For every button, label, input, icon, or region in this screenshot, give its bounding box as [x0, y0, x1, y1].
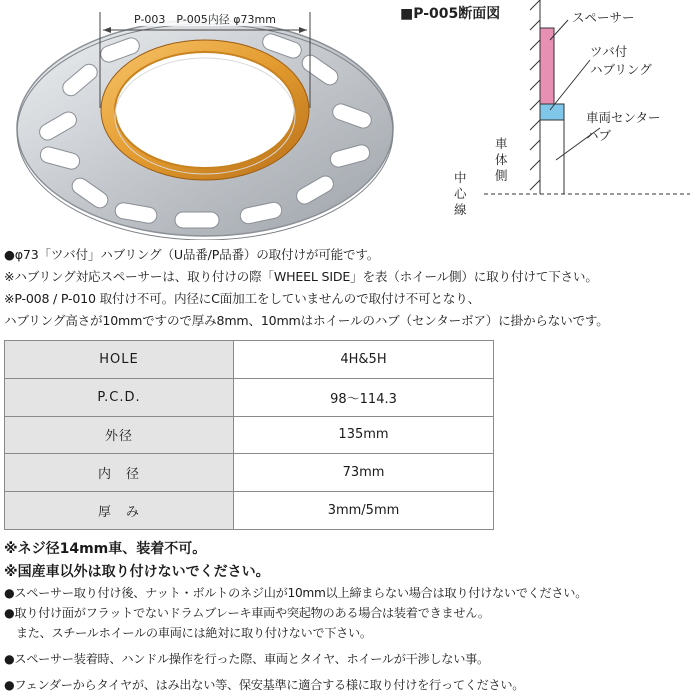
table-row — [5, 341, 494, 379]
warning-domestic-only: ※国産車以外は取り付けないでください。 — [4, 564, 270, 580]
spec-value: 4H&5H — [234, 341, 494, 379]
spec-value: 3mm/5mm — [234, 492, 494, 530]
warning-thread-size: ※ネジ径14mm車、装着不可。 — [4, 541, 207, 557]
hub-label-2: ハブ — [586, 128, 612, 143]
note-hubring: ●φ73「ツバ付」ハブリング（U品番/P品番）の取付けが可能です。 — [4, 247, 380, 262]
note-height: ハブリング高さが10mmですので厚み8mm、10mmはホイールのハブ（センターボア）に掛からないです。 — [4, 313, 609, 328]
spec-label: 外径 — [5, 416, 234, 454]
caution-interference: ●スペーサー装着時、ハンドル操作を行った際、車両とタイヤ、ホイールが干渉しない事。 — [4, 652, 489, 666]
spacer-section — [540, 28, 554, 104]
spacer-product-image — [0, 0, 410, 240]
spec-label: 厚 み — [5, 492, 234, 530]
table-row — [5, 416, 494, 454]
note-incompatible: ※P-008 / P-010 取付け不可。内径にC面加工をしていませんので取付け不可となり、 — [4, 291, 481, 306]
caution-safety-standard: ●フェンダーからタイヤが、はみ出ない等、保安基準に適合する様に取り付けを行ってください。 — [4, 678, 525, 692]
inner-diameter-label: P-003 P-005内径 φ73mm — [134, 13, 276, 26]
table-row — [5, 492, 494, 530]
table-row — [5, 378, 494, 416]
caution-flat-surface: ●取り付け面がフラットでないドラムブレーキ車両や突起物のある場合は装着できません。 — [4, 606, 490, 620]
hubring-label-2: ハブリング — [590, 62, 652, 77]
table-row — [5, 454, 494, 492]
section-title: ■P-005断面図 — [400, 6, 501, 22]
spec-label: HOLE — [5, 341, 234, 379]
hubring-section — [540, 104, 564, 120]
spec-value: 98〜114.3 — [234, 378, 494, 416]
vehicle-side-3: 側 — [495, 168, 508, 183]
vehicle-side-2: 体 — [495, 152, 508, 167]
center-line-1: 中 — [454, 170, 467, 185]
note-wheel-side: ※ハブリング対応スペーサーは、取り付けの際「WHEEL SIDE」を表（ホイール側）に取り付けて下さい。 — [4, 269, 598, 284]
vehicle-side-1: 車 — [495, 136, 508, 151]
center-line-2: 心 — [454, 186, 467, 201]
spec-table — [4, 340, 494, 530]
cross-section-diagram — [400, 0, 700, 240]
spec-value: 135mm — [234, 416, 494, 454]
caution-thread-engagement: ●スペーサー取り付け後、ナット・ボルトのネジ山が10mm以上締まらない場合は取り付けないでください。 — [4, 586, 588, 600]
spec-value: 73mm — [234, 454, 494, 492]
spacer-label: スペーサー — [572, 10, 635, 25]
center-line-3: 線 — [454, 202, 467, 217]
hubring-label-1: ツバ付 — [590, 44, 628, 59]
spec-label: P.C.D. — [5, 378, 234, 416]
hub-label-1: 車両センター — [586, 110, 661, 125]
caution-steel-wheel: また、スチールホイールの車両には絶対に取り付けないで下さい。 — [4, 626, 372, 640]
spec-label: 内 径 — [5, 454, 234, 492]
